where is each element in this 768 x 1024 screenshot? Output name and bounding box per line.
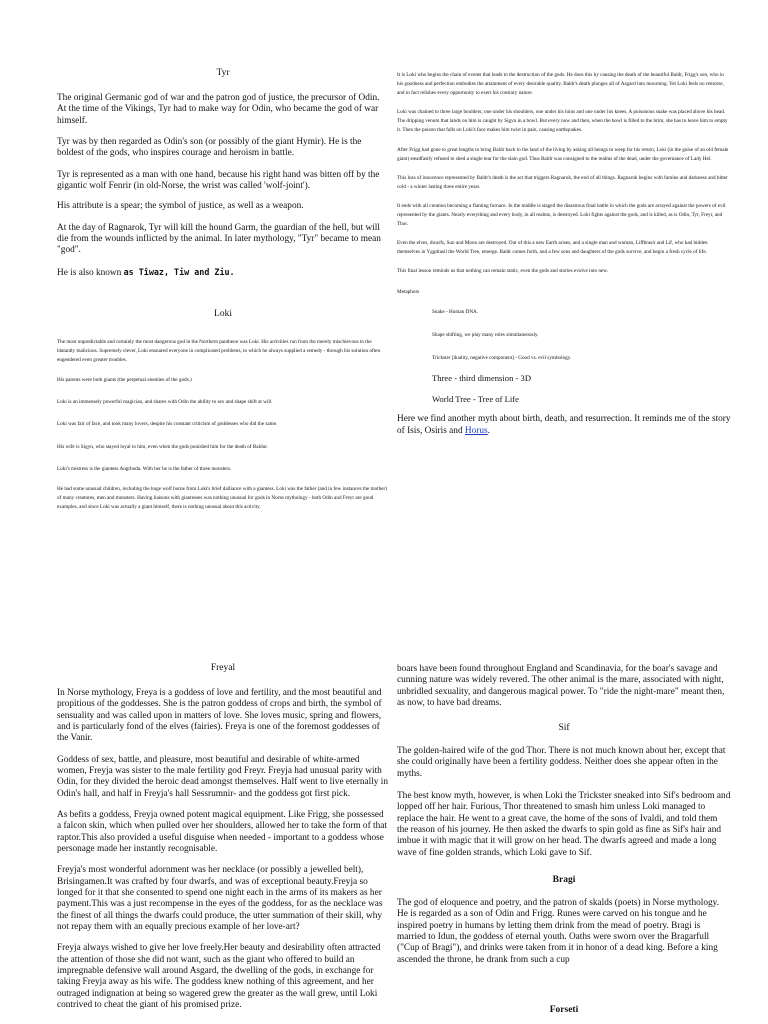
tyr-paragraph: At the day of Ragnarok, Tyr will kill the hound Garm, the guardian of the hell, but will die from the wounds inflicted by the animal. In later mythology, "Tyr" became to mean "god". (57, 222, 381, 256)
sif-paragraph: The best know myth, however, is when Loki the Trickster sneaked into Sif's bedroom and lopped off her hair. Furious, Thor threatened to smash him unless Loki managed to replace the hair. He went to a great cave, the home of the sons of Ivaldi, and told them the reason of his journey. He then asked the dwarfs to spin gold as fine as Sif's hair and imbue it with magic that it will grow on her head. The dwarfs agreed and made a long wave of fine golden strands, which Loki gave to Sif. (397, 790, 731, 858)
closing-period: . (487, 425, 490, 436)
metaphor-item: World Tree - Tree of Life (432, 393, 519, 404)
sif-paragraph: The golden-haired wife of the god Thor. There is not much known about her, except that she could originally have been a fertility goddess. Neither does she appear often in the myths. (397, 746, 726, 779)
metaphor-item: Trickster [duality, negative component] - Good vs. evil symbology. (432, 354, 572, 361)
loki-continued-section (397, 71, 731, 437)
loki-paragraph: His parents were both giants (the perpetual enemies of the gods.) (57, 377, 192, 384)
horus-link[interactable]: Horus (464, 425, 488, 436)
ragnarok-paragraph: This loss of innocence represented by Baldr's death is the act that triggers Ragnarok, the end of all things. Ragnarok begins with famine and darkness and bitter cold - a winter lasting three entire years. (397, 174, 728, 190)
loki-paragraph: The most unpredictable and certainly the most dangerous god in the Northern pantheon was Loki. His activities run from the merely mischievous to the blatantly malicious. Supremely clever, Loki ensnared everyone in complicated problems, to which he always supplied a remedy - through his solution often engendered even greater troubles. (57, 339, 381, 364)
tyr-section (57, 68, 389, 279)
metaphor-item: Three - third dimension - 3D (432, 372, 532, 383)
tyr-paragraph: Tyr is represented as a man with one hand, because his right hand was bitten off by the gigantic wolf Fenrir (in old-Norse, the wrist was called 'wolf-joint'). (57, 169, 380, 191)
tyr-title: Tyr (216, 68, 230, 78)
loki-paragraph: Loki's mistress is the giantess Angrboda. With her he is the father of three monsters. (57, 465, 232, 472)
freya-continued-section (397, 664, 731, 709)
loki-story-paragraph: Loki was chained to three large boulders; one under his shoulders, one under his loins and one under his knees. A poisonous snake was placed above his head. The dripping venom that lands on him is caught by Sigyn in a bowl. But every now and then, when the bowl is filled to the brim, she has to leave him to empty it. Then the poison that falls on Loki's face makes him twist in pain, causing earthquakes. (397, 109, 728, 134)
metaphor-item: Shape shifting, we play many roles simultaneously. (432, 331, 539, 338)
bragi-paragraph: The god of eloquence and poetry, and the patron of skalds (poets) in Norse mythology. He is regarded as a son of Odin and Frigg. Runes were carved on his tongue and he inspired poetry in humans by letting them drink from the mead of poetry. Bragi is married to Idun, the goddess of eternal youth. Oaths were sworn over the Bragarfull ("Cup of Bragi"), and drinks were taken from it in honor of a dead king. Before a king ascended the throne, he drank from such a cup (397, 898, 720, 965)
metaphor-item: Snake - Human DNA. (432, 308, 479, 315)
closing-text: Here we find another myth about birth, death, and resurrection. It reminds me of the story of Isis, Osiris and (397, 414, 731, 436)
sif-section (397, 746, 731, 859)
loki-paragraph: Loki was fair of face, and took many lovers, despite his constant criticism of goddesses who did the same. (57, 421, 278, 428)
loki-paragraph: His wife is Sigyn, who stayed loyal to him, even when the gods punished him for the death of Baldur. (57, 443, 268, 450)
freya-paragraph: Goddess of sex, battle, and pleasure, most beautiful and desirable of white-armed women, Freyja was sister to the male fertility god Freyr. Freyja had unusual parity with Odin, for they divided the heroic dead amongst themselves. Half went to live eternally in Odin's hall, and half in Freyja's hall Sessrumnir- and the goddess got first pick. (57, 754, 388, 799)
freya-paragraph: Freyja always wished to give her love freely.Her beauty and desirability often attracted the attention of those she did not want, such as the giant who offered to build an impregnable defensive wall around Asgard, the dwelling of the gods, in exchange for taking Freyja away as his wife. The goddess knew nothing of this agreement, and her outraged indignation at being so wagered grew the greater as the wall grew, until Loki contrived to cheat the giant of his promised prize. (57, 943, 381, 1010)
loki-title: Loki (214, 309, 232, 319)
sif-title: Sif (558, 723, 570, 733)
loki-section (57, 338, 389, 512)
also-known-prefix: He is also known (57, 267, 122, 278)
bragi-title: Bragi (552, 875, 576, 885)
final-lesson-paragraph: This final lesson reminds us that nothing can remain static, even the gods and stories evolve into new. (397, 268, 609, 275)
ragnarok-paragraph: Even the elves, dwarfs, Sun and Moon are destroyed. Out of this a new Earth arises, and a single man and woman, Liffbrasir and Lif, who had hidden themselves in Yggdrasil the World Tree, emerge. Baldr comes forth, and a few sons and daughters of the gods survive, and begin a fresh cycle of life. (397, 240, 708, 256)
boar-mare-paragraph: boars have been found throughout England and Scandinavia, for the boar's savage and cunning nature was widely revered. The other animal is the mare, associated with night, unbridled sexuality, and dangerous magical power. To "ride the night-mare" meant then, as now, to have bad dreams. (397, 664, 725, 708)
freya-paragraph: As befits a goddess, Freyja owned potent magical equipment. Like Frigg, she possessed a falcon skin, which when pulled over her shoulders, allowed her to take the form of that raptor.This also provided a useful disguise when needed - important to a goddess whose personage made her instantly recognisable. (57, 809, 387, 854)
freya-paragraph: Freyja's most wonderful adornment was her necklace (or possibly a jewelled belt), Brisingamen.It was crafted by four dwarfs, and was of exceptional beauty.Freyja so longed for it that she consented to spend one night each in the arms of its makers as her payment.This was a just recompense in the eyes of the goddess, for as the necklace was the finest of all things the dwarfs could produce, the utter summation of their skill, why not repay them with an equally precious example of her love-art? (57, 865, 383, 932)
loki-story-paragraph: After Frigg had gone to great lengths to bring Baldr back to the land of the living by asking all beings to weep for his return, Loki (in the guise of an old female giant) steadfastly refused to shed a single tear for the slain god. Thus Baldr was consigned to the realms of the dead, under the governance of Lady Hel. (397, 146, 729, 162)
tyr-also-known (57, 267, 389, 279)
tyr-paragraph: Tyr was by then regarded as Odin's son (or possibly of the giant Hymir). He is the boldest of the gods, who inspires courage and heroism in battle. (57, 136, 362, 159)
tyr-other-names: as Tîwaz, Tiw and Ziu. (123, 266, 235, 277)
forseti-title: Forseti (549, 1005, 579, 1015)
freya-title: Freyal (210, 663, 236, 673)
closing-paragraph (397, 414, 731, 437)
loki-paragraph: He had some unusual children, including the huge wolf borne from Loki's brief dalliance with a giantess. Loki was the father (and in few instances the mother) of many creatures, men and monsters. Having liaisons with giantesses was nothing unusual for gods in Norse mythology - both Odin and Freyr are good examples, and since Loki was actually a giant himself, there is nothing unusual about this activity. (57, 485, 387, 510)
metaphors-heading: Metaphors (397, 288, 420, 295)
freya-paragraph: In Norse mythology, Freya is a goddess of love and fertility, and the most beautiful and propitious of the goddesses. She is the patron goddess of crops and birth, the symbol of sensuality and was called upon in matters of love. She loves music, spring and flowers, and is particularly fond of the elves (fairies). Freya is one of the foremost goddesses of the Vanir. (57, 688, 382, 744)
loki-paragraph: Loki is an immensely powerful magician, and shares with Odin the ability to sex and shape shift at will. (57, 399, 273, 406)
loki-story-paragraph: It is Loki who begins the chain of events that leads to the destruction of the gods. He does this by causing the death of the beautiful Baldr, Frigg's son, who in his goodness and perfection embodies the attainment of every desirable quality. Baldr's death plunges all of Asgard into mourning. Yet Loki feels no remorse, and in fact relishes every opportunity to exert his contrary nature. (397, 72, 724, 97)
freya-section (57, 688, 389, 1011)
tyr-paragraph: His attribute is a spear; the symbol of justice, as well as a weapon. (57, 201, 304, 212)
ragnarok-paragraph: It ends with all creation becoming a flaming furnace. In the middle is staged the disastrous final battle in which the gods are arrayed against the powers of evil represented by the giants. Nearly everything and every body, in all realms, is destroyed. Loki fights against the gods, and is killed, as is Odin, Tyr, Freyr, and Thor. (397, 202, 726, 228)
bragi-section (397, 898, 731, 966)
tyr-paragraph: The original Germanic god of war and the patron god of justice, the precursor of Odin. At the time of the Vikings, Tyr had to make way for Odin, who became the god of war himself. (57, 93, 380, 126)
